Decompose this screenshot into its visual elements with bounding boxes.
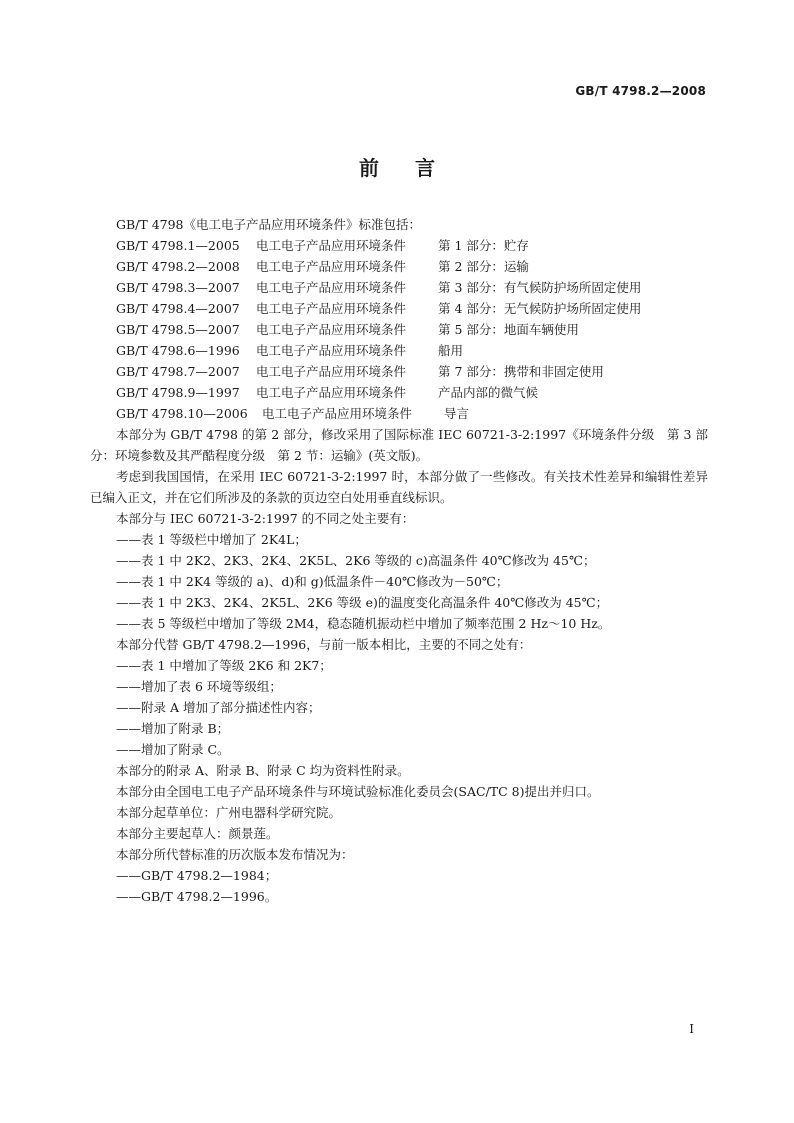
page-title: 前言 [359,156,471,180]
drafting-unit-paragraph: 本部分起草单位：广州电器科学研究院。 [116,805,342,820]
standard-item: GB/T 4798.4—2007 电工电子产品应用环境条件 第 4 部分：无气候防护场所固定使用 [116,301,642,316]
standard-item: GB/T 4798.7—2007 电工电子产品应用环境条件 第 7 部分：携带和非固定使用 [116,364,604,379]
change-item: ——增加了表 6 环境等级组； [116,679,282,694]
difference-item: ——表 1 等级栏中增加了 2K4L； [116,532,307,547]
change-item: ——附录 A 增加了部分描述性内容； [116,700,321,715]
standard-item: GB/T 4798.10—2006 电工电子产品应用环境条件 导言 [116,406,470,421]
proposer-paragraph: 本部分由全国电工电子产品环境条件与环境试验标准化委员会(SAC/TC 8)提出并归口。 [116,784,600,799]
standard-item: GB/T 4798.9—1997 电工电子产品应用环境条件 产品内部的微气候 [116,385,539,400]
standards-list [90,235,708,424]
adoption-paragraph: 本部分为 GB/T 4798 的第 2 部分，修改采用了国际标准 IEC 60721-3-2:1997《环境条件分级 第 3 部分：环境参数及其严酷程度分级 第 2 节：运输》(英文版)。 [90,427,708,463]
consideration-paragraph: 考虑到我国国情，在采用 IEC 60721-3-2:1997 时，本部分做了一些修改。有关技术性差异和编辑性差异已编入正文，并在它们所涉及的条款的页边空白处用垂直线标识。 [90,469,708,505]
standard-item: GB/T 4798.3—2007 电工电子产品应用环境条件 第 3 部分：有气候防护场所固定使用 [116,280,642,295]
history-list [90,865,708,907]
history-item: ——GB/T 4798.2—1984； [116,868,278,883]
drafter-paragraph: 本部分主要起草人：颜景莲。 [116,826,279,841]
difference-item: ——表 1 中 2K3、2K4、2K5L、2K6 等级 e)的温度变化高温条件 40℃修改为 45℃； [116,595,609,610]
page-number: I [689,1022,694,1036]
change-item: ——增加了附录 C。 [116,742,230,757]
history-intro: 本部分所代替标准的历次版本发布情况为： [116,847,354,862]
differences-intro: 本部分与 IEC 60721-3-2:1997 的不同之处主要有： [116,511,415,526]
standard-item: GB/T 4798.5—2007 电工电子产品应用环境条件 第 5 部分：地面车辆使用 [116,322,579,337]
difference-item: ——表 5 等级栏中增加了等级 2M4，稳态随机振动栏中增加了频率范围 2 Hz～10 Hz。 [116,616,611,631]
standard-item: GB/T 4798.1—2005 电工电子产品应用环境条件 第 1 部分：贮存 [116,238,529,253]
intro-paragraph: GB/T 4798《电工电子产品应用环境条件》标准包括： [116,217,422,232]
standard-number-header: GB/T 4798.2—2008 [575,84,706,98]
differences-list [90,529,708,634]
changes-list [90,655,708,760]
change-item: ——增加了附录 B； [116,721,230,736]
difference-item: ——表 1 中 2K4 等级的 a)、d)和 g)低温条件－40℃修改为－50℃； [116,574,509,589]
foreword-body [90,214,708,907]
annex-paragraph: 本部分的附录 A、附录 B、附录 C 均为资料性附录。 [116,763,410,778]
standard-item: GB/T 4798.6—1996 电工电子产品应用环境条件 船用 [116,343,464,358]
standard-item: GB/T 4798.2—2008 电工电子产品应用环境条件 第 2 部分：运输 [116,259,529,274]
history-item: ——GB/T 4798.2—1996。 [116,889,278,904]
replacement-paragraph: 本部分代替 GB/T 4798.2—1996，与前一版本相比，主要的不同之处有： [116,637,532,652]
change-item: ——表 1 中增加了等级 2K6 和 2K7； [116,658,332,673]
difference-item: ——表 1 中 2K2、2K3、2K4、2K5L、2K6 等级的 c)高温条件 40℃修改为 45℃； [116,553,596,568]
